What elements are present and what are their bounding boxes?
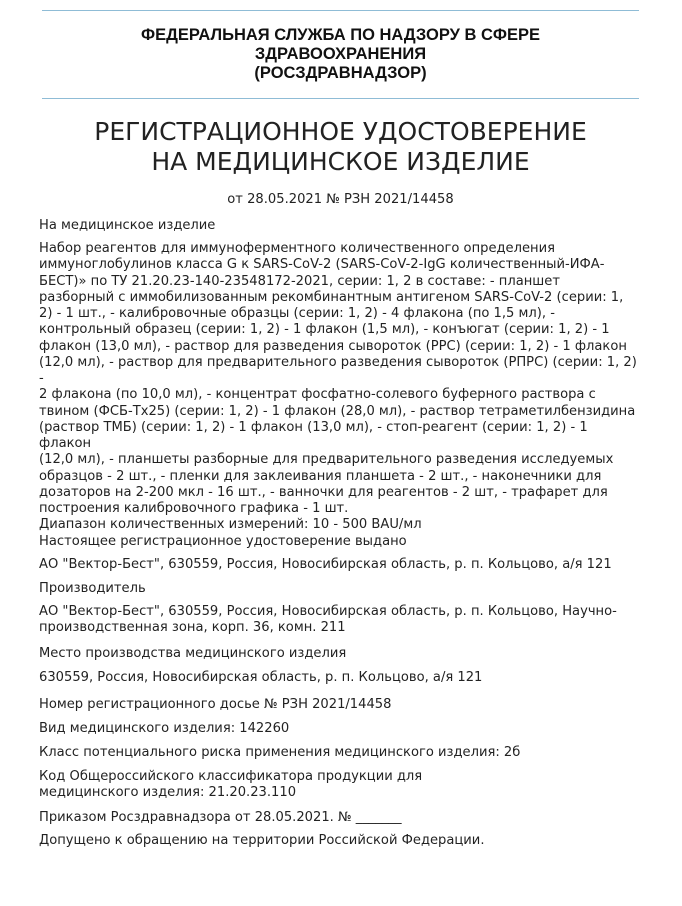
description-line: дозаторов на 2-200 мкл - 16 шт., - ванночки для реагентов - 2 шт, - трафарет для bbox=[39, 484, 608, 500]
production-site-label: Место производства медицинского изделия bbox=[39, 646, 347, 661]
issued-value: АО "Вектор-Бест", 630559, Россия, Новосибирская область, р. п. Кольцово, а/я 121 bbox=[39, 557, 612, 572]
agency-line-3: (РОСЗДРАВНАДЗОР) bbox=[254, 64, 427, 82]
title-line-1: РЕГИСТРАЦИОННОЕ УДОСТОВЕРЕНИЕ bbox=[94, 117, 587, 146]
description-line: (12,0 мл), - раствор для предварительного разведения сывороток (РПРС) (серии: 1, 2) - bbox=[39, 354, 637, 386]
okpd-code bbox=[39, 769, 639, 802]
manufacturer-line-1: АО "Вектор-Бест", 630559, Россия, Новосибирская область, р. п. Кольцово, Научно- bbox=[39, 604, 617, 619]
title-line-2: НА МЕДИЦИНСКОЕ ИЗДЕЛИЕ bbox=[151, 147, 530, 176]
description-line: иммуноглобулинов класса G к SARS-CoV-2 (SARS-CoV-2-IgG количественный-ИФА- bbox=[39, 257, 605, 273]
risk-class: Класс потенциального риска применения медицинского изделия: 2б bbox=[39, 745, 521, 760]
issued-label: Настоящее регистрационное удостоверение выдано bbox=[39, 534, 407, 549]
manufacturer-line-2: производственная зона, корп. 36, комн. 211 bbox=[39, 620, 346, 636]
description-line: БЕСТ)» по ТУ 21.20.23-140-23548172-2021, серии: 1, 2 в составе: - планшет bbox=[39, 273, 560, 289]
measurement-range: Диапазон количественных измерений: 10 - 500 BAU/мл bbox=[39, 517, 422, 533]
description-line: 2) - 1 шт., - калибровочные образцы (серии: 1, 2) - 4 флакона (по 1,5 мл), - bbox=[39, 306, 555, 321]
device-label: На медицинское изделие bbox=[39, 218, 216, 233]
description-line: разборный с иммобилизованным рекомбинантным антигеном SARS-CoV-2 (серии: 1, bbox=[39, 289, 624, 305]
document-title bbox=[42, 117, 639, 177]
agency-line-1: ФЕДЕРАЛЬНАЯ СЛУЖБА ПО НАДЗОРУ В СФЕРЕ bbox=[140, 26, 540, 44]
description-line: контрольный образец (серии: 1, 2) - 1 флакон (1,5 мл), - конъюгат (серии: 1, 2) - 1 bbox=[39, 322, 610, 338]
okpd-line-2: медицинского изделия: 21.20.23.110 bbox=[39, 785, 297, 801]
description-line: (раствор ТМБ) (серии: 1, 2) - 1 флакон (13,0 мл), - стоп-реагент (серии: 1, 2) - 1 флакон bbox=[39, 419, 588, 451]
description-line: образцов - 2 шт., - пленки для заклеивания планшета - 2 шт., - наконечники для bbox=[39, 468, 602, 484]
certificate-date-number: от 28.05.2021 № РЗН 2021/14458 bbox=[227, 192, 454, 207]
dossier-number: Номер регистрационного досье № РЗН 2021/14458 bbox=[39, 697, 392, 712]
description-line: построения калибровочного графика - 1 шт. bbox=[39, 501, 349, 516]
approval-statement: Допущено к обращению на территории Российской Федерации. bbox=[39, 833, 485, 848]
manufacturer-value bbox=[39, 604, 639, 637]
order-reference: Приказом Росздравнадзора от 28.05.2021. № _______ bbox=[39, 810, 402, 825]
description-line: Набор реагентов для иммуноферментного количественного определения bbox=[39, 241, 555, 256]
header-top-rule bbox=[42, 10, 639, 11]
okpd-line-1: Код Общероссийского классификатора продукции для bbox=[39, 769, 423, 784]
description-line: (12,0 мл), - планшеты разборные для предварительного разведения исследуемых bbox=[39, 452, 614, 468]
description-line: 2 флакона (по 10,0 мл), - концентрат фосфатно-солевого буферного раствора с bbox=[39, 387, 596, 403]
device-type: Вид медицинского изделия: 142260 bbox=[39, 721, 290, 736]
device-description bbox=[39, 241, 639, 534]
agency-name bbox=[42, 26, 639, 83]
production-site-value: 630559, Россия, Новосибирская область, р. п. Кольцово, а/я 121 bbox=[39, 670, 483, 685]
description-line: твином (ФСБ-Тх25) (серии: 1, 2) - 1 флакон (28,0 мл), - раствор тетраметилбензидина bbox=[39, 403, 636, 419]
description-line: флакон (13,0 мл), - раствор для разведения сывороток (РРС) (серии: 1, 2) - 1 флакон bbox=[39, 338, 627, 354]
manufacturer-label: Производитель bbox=[39, 581, 146, 596]
header-bottom-rule bbox=[42, 98, 639, 99]
agency-line-2: ЗДРАВООХРАНЕНИЯ bbox=[254, 45, 427, 63]
